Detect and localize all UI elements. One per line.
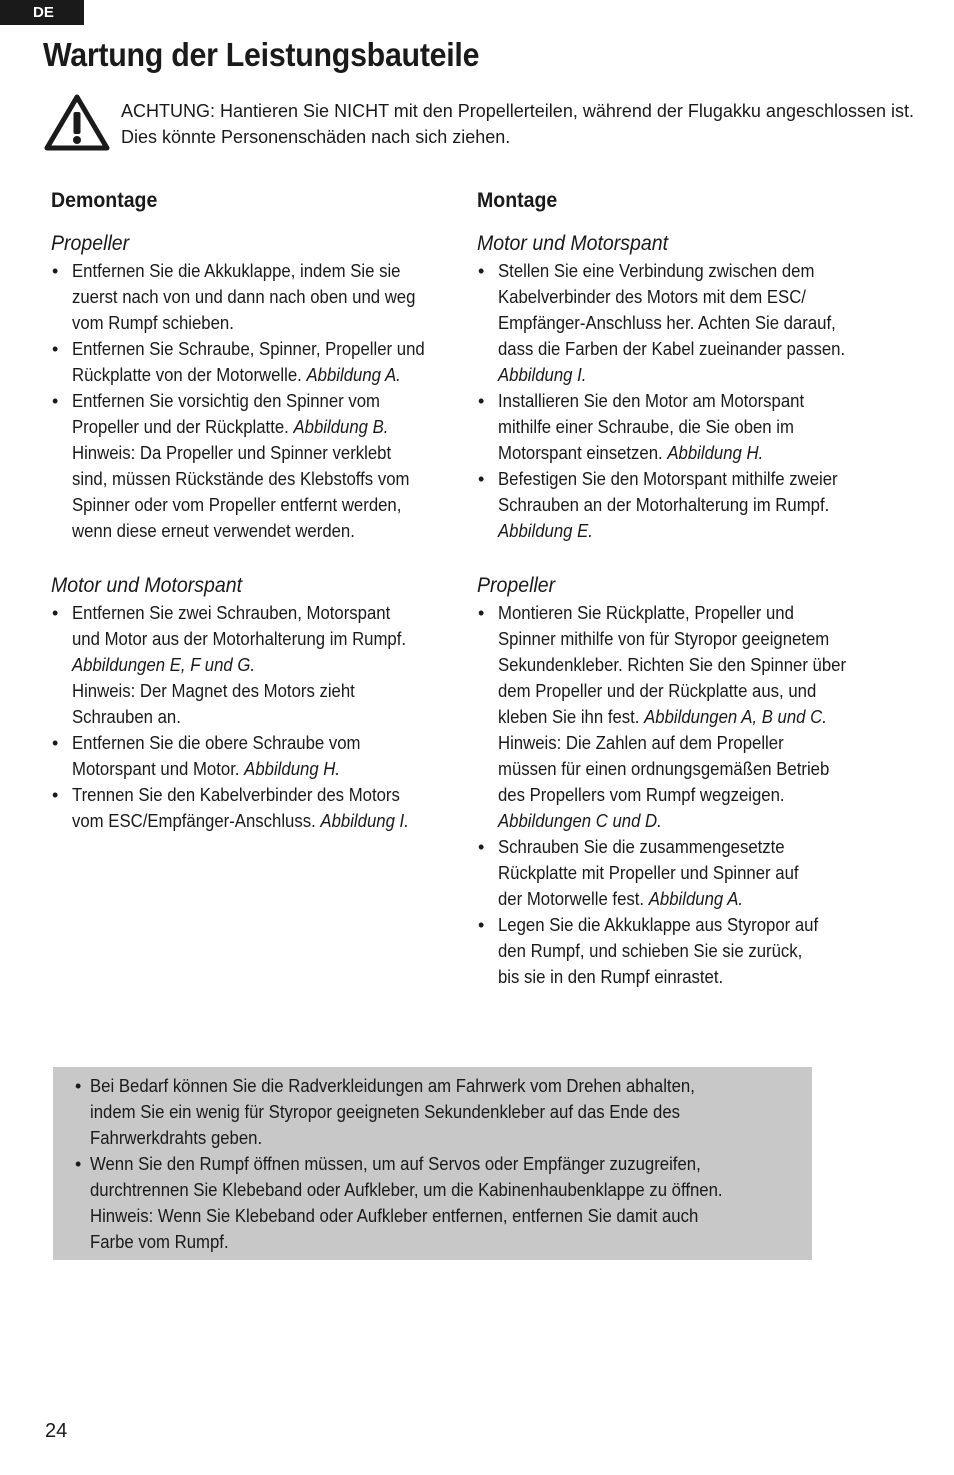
text-line — [498, 518, 869, 544]
montage-motor-list — [477, 258, 897, 544]
text-line: Hinweis: Wenn Sie Klebeband oder Aufkleber entfernen, entfernen Sie damit auch — [90, 1206, 699, 1226]
text-line — [498, 704, 869, 730]
demontage-motor-subheading: Motor und Motorspant — [51, 574, 243, 597]
page-number: 24 — [45, 1420, 68, 1442]
figure-reference: Abbildung H. — [244, 759, 341, 779]
language-tab: DE — [0, 0, 84, 25]
text-line: Spinner mithilfe von für Styropor geeignetem — [498, 629, 830, 649]
demontage-propeller-list — [51, 258, 471, 544]
text-line: • Installieren Sie den Motor am Motorspant — [498, 391, 805, 411]
text-line: indem Sie ein wenig für Styropor geeigneten Sekundenkleber auf das Ende des — [90, 1102, 681, 1122]
text-segment: Rückplatte von der Motorwelle. — [72, 365, 302, 385]
text-line: • Entfernen Sie die obere Schraube vom — [72, 733, 361, 753]
note-line: Hinweis: Der Magnet des Motors zieht — [72, 681, 355, 701]
tip-list — [74, 1073, 812, 1255]
list-item — [477, 834, 897, 912]
figure-reference: Abbildungen A, B und C. — [644, 707, 827, 727]
montage-propeller-subheading: Propeller — [477, 574, 556, 597]
demontage-propeller-subheading: Propeller — [51, 232, 130, 255]
text-line: • Legen Sie die Akkuklappe aus Styropor auf — [498, 915, 819, 935]
text-line: • Schrauben Sie die zusammengesetzte — [498, 837, 785, 857]
text-line: • Entfernen Sie Schraube, Spinner, Propeller und — [72, 339, 425, 359]
warning-line: ACHTUNG: Hantieren Sie NICHT mit den Propellerteilen, während der Flugakku angeschlossen ist. — [121, 101, 915, 121]
text-line: mithilfe einer Schraube, die Sie oben im — [498, 417, 794, 437]
text-segment: der Motorwelle fest. — [498, 889, 645, 909]
list-item — [74, 1073, 812, 1151]
figure-reference: Abbildung H. — [667, 443, 764, 463]
montage-motor-subheading: Motor und Motorspant — [477, 232, 669, 255]
list-item — [74, 1151, 812, 1255]
list-item — [477, 912, 897, 990]
warning-triangle-icon — [43, 93, 111, 153]
list-item — [51, 258, 471, 336]
figure-reference: Abbildung B. — [293, 417, 389, 437]
demontage-motor-list — [51, 600, 471, 834]
text-line: und Motor aus der Motorhalterung im Rumpf. — [72, 629, 407, 649]
text-line: • Befestigen Sie den Motorspant mithilfe zweier — [498, 469, 838, 489]
note-line: sind, müssen Rückstände des Klebstoffs vom — [72, 469, 410, 489]
text-line: vom Rumpf schieben. — [72, 313, 234, 333]
text-line: • Entfernen Sie vorsichtig den Spinner vom — [72, 391, 381, 411]
text-line: • Entfernen Sie zwei Schrauben, Motorspant — [72, 603, 391, 623]
text-line: zuerst nach von und dann nach oben und weg — [72, 287, 416, 307]
note-line: des Propellers vom Rumpf wegzeigen. — [498, 785, 785, 805]
note-line: Hinweis: Da Propeller und Spinner verklebt — [72, 443, 392, 463]
text-line — [498, 808, 869, 834]
text-line: dem Propeller und der Rückplatte aus, und — [498, 681, 817, 701]
text-line: den Rumpf, und schieben Sie sie zurück, — [498, 941, 803, 961]
text-line: Kabelverbinder des Motors mit dem ESC/ — [498, 287, 806, 307]
list-item — [477, 600, 897, 834]
text-line: dass die Farben der Kabel zueinander passen. — [498, 339, 846, 359]
note-line: Schrauben an. — [72, 707, 181, 727]
text-segment: vom ESC/Empfänger-Anschluss. — [72, 811, 316, 831]
text-line: Fahrwerkdrahts geben. — [90, 1128, 263, 1148]
text-line — [498, 362, 869, 388]
text-line: • Entfernen Sie die Akkuklappe, indem Sie sie — [72, 261, 401, 281]
list-item — [51, 730, 471, 782]
text-line: • Bei Bedarf können Sie die Radverkleidungen am Fahrwerk vom Drehen abhalten, — [90, 1076, 695, 1096]
text-line: Rückplatte mit Propeller und Spinner auf — [498, 863, 799, 883]
figure-reference: Abbildungen E, F und G. — [72, 655, 256, 675]
text-line — [72, 808, 443, 834]
text-line — [72, 362, 443, 388]
note-line: Hinweis: Die Zahlen auf dem Propeller — [498, 733, 784, 753]
note-line: Spinner oder vom Propeller entfernt werden, — [72, 495, 402, 515]
list-item — [51, 388, 471, 544]
figure-reference: Abbildung A. — [306, 365, 401, 385]
text-segment: Motorspant und Motor. — [72, 759, 240, 779]
warning-line: Dies könnte Personenschäden nach sich ziehen. — [121, 127, 511, 147]
text-line — [72, 756, 443, 782]
montage-heading: Montage — [477, 189, 558, 212]
list-item — [477, 466, 897, 544]
list-item — [51, 782, 471, 834]
figure-reference: Abbildung E. — [498, 521, 593, 541]
text-line: Farbe vom Rumpf. — [90, 1232, 229, 1252]
text-line: • Stellen Sie eine Verbindung zwischen dem — [498, 261, 815, 281]
montage-column — [477, 186, 897, 1018]
text-segment: Motorspant einsetzen. — [498, 443, 663, 463]
note-line: müssen für einen ordnungsgemäßen Betrieb — [498, 759, 830, 779]
list-item — [51, 336, 471, 388]
text-line: Sekundenkleber. Richten Sie den Spinner über — [498, 655, 847, 675]
figure-reference: Abbildung I. — [498, 365, 587, 385]
note-line: wenn diese erneut verwendet werden. — [72, 521, 355, 541]
figure-reference: Abbildung A. — [648, 889, 744, 909]
text-line — [498, 440, 869, 466]
text-line — [72, 414, 443, 440]
demontage-heading: Demontage — [51, 189, 158, 212]
page-title: Wartung der Leistungsbauteile — [43, 36, 480, 73]
text-line: Schrauben an der Motorhalterung im Rumpf. — [498, 495, 830, 515]
text-line — [72, 652, 443, 678]
text-line: bis sie in den Rumpf einrastet. — [498, 967, 724, 987]
text-segment: kleben Sie ihn fest. — [498, 707, 640, 727]
list-item — [477, 388, 897, 466]
text-segment: Propeller und der Rückplatte. — [72, 417, 289, 437]
figure-reference: Abbildungen C und D. — [498, 811, 662, 831]
text-line: durchtrennen Sie Klebeband oder Aufkleber, um die Kabinenhaubenklappe zu öffnen. — [90, 1180, 723, 1200]
figure-reference: Abbildung I. — [320, 811, 409, 831]
tip-box — [53, 1067, 812, 1260]
list-item — [51, 600, 471, 730]
montage-propeller-list — [477, 600, 897, 990]
text-line: Empfänger-Anschluss her. Achten Sie darauf, — [498, 313, 836, 333]
demontage-column — [51, 186, 471, 862]
warning-text — [121, 98, 921, 150]
list-item — [477, 258, 897, 388]
text-line: • Montieren Sie Rückplatte, Propeller und — [498, 603, 794, 623]
text-line — [498, 886, 869, 912]
text-line: • Trennen Sie den Kabelverbinder des Motors — [72, 785, 400, 805]
text-line: • Wenn Sie den Rumpf öffnen müssen, um auf Servos oder Empfänger zuzugreifen, — [90, 1154, 701, 1174]
